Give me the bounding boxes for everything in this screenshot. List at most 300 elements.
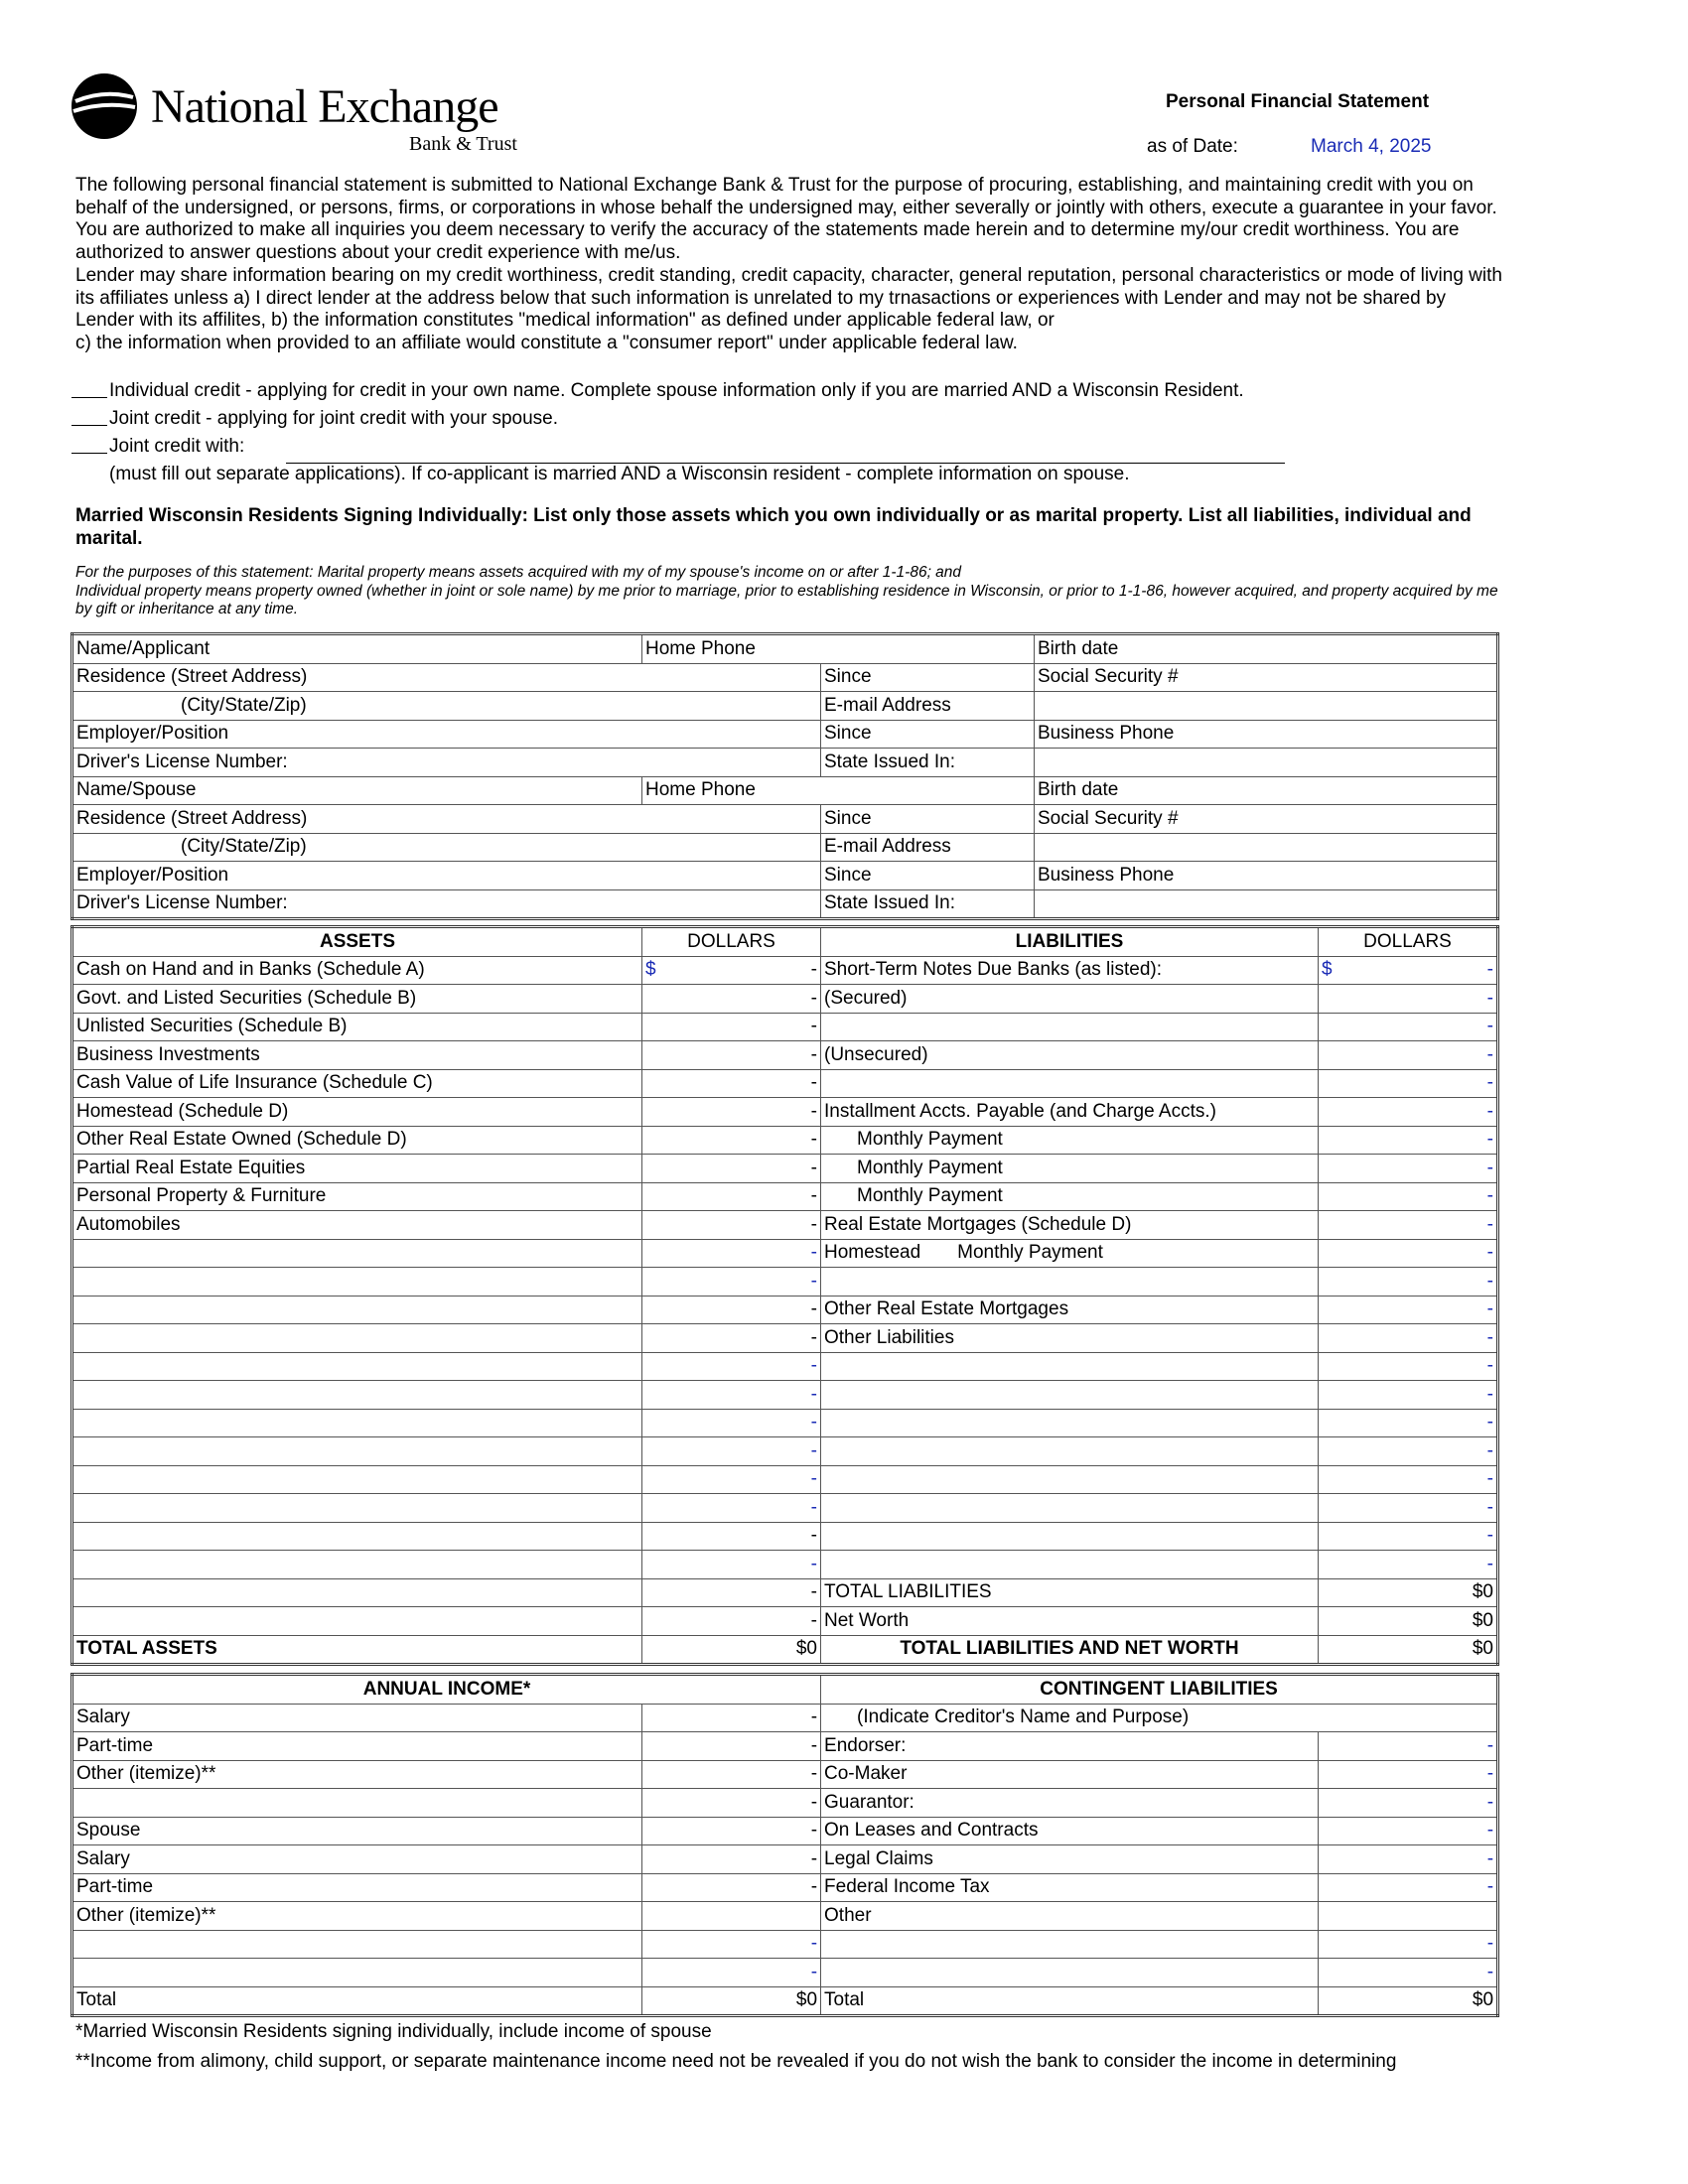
amount-wrapper	[645, 1384, 817, 1406]
contingent-label[interactable]: Other	[821, 1902, 1319, 1931]
joint-credit-option[interactable]	[71, 408, 558, 430]
spouse-business-phone-field[interactable]: Business Phone	[1035, 862, 1498, 890]
contingent-label[interactable]: Federal Income Tax	[821, 1873, 1319, 1902]
individual-credit-checkbox[interactable]	[71, 381, 107, 398]
table-row	[72, 749, 1498, 777]
asset-label[interactable]: Cash Value of Life Insurance (Schedule C)	[72, 1069, 642, 1098]
as-of-date-value[interactable]: March 4, 2025	[1311, 136, 1432, 157]
liability-label[interactable]: Net Worth	[821, 1607, 1319, 1636]
amount-wrapper	[1322, 1214, 1493, 1236]
liability-amount-field[interactable]	[1319, 985, 1498, 1014]
asset-amount-field[interactable]	[642, 1069, 821, 1098]
intro-paragraph-2: Lender may share information bearing on my credit worthiness, credit standing, credit capacity, character, general reputation, personal characteristics or mode of living with its affiliates unless a) I direct lender at the address below that such information is unrelated to my trnasactions or experiences with Lender and may not be shared by Lender with its affilites, b) the information constitutes "medical information" as defined under applicable federal law, or	[75, 264, 1502, 332]
currency-symbol: $	[645, 959, 656, 981]
income-label[interactable]	[72, 1959, 642, 1987]
liability-label[interactable]	[821, 1494, 1319, 1523]
liability-amount-field[interactable]	[1319, 1069, 1498, 1098]
table-row	[72, 692, 1498, 721]
amount-value: -	[810, 1043, 817, 1065]
asset-label[interactable]: Personal Property & Furniture	[72, 1182, 642, 1211]
liability-label[interactable]	[821, 1551, 1319, 1579]
amount-wrapper	[1322, 1101, 1493, 1123]
liability-amount-field[interactable]	[1319, 1182, 1498, 1211]
individual-credit-option[interactable]	[71, 380, 1244, 402]
amount-wrapper	[645, 1440, 817, 1462]
amount-value: -	[1486, 1355, 1493, 1377]
asset-label[interactable]	[72, 1239, 642, 1268]
asset-label[interactable]	[72, 1551, 642, 1579]
table-row	[72, 1873, 1498, 1902]
asset-label[interactable]	[72, 1465, 642, 1494]
asset-amount-field[interactable]	[642, 1409, 821, 1437]
liability-amount-field[interactable]	[1319, 1324, 1498, 1353]
liability-label[interactable]	[821, 1465, 1319, 1494]
asset-amount-field[interactable]	[642, 1239, 821, 1268]
table-row	[72, 1098, 1498, 1127]
amount-value: -	[1486, 1157, 1493, 1178]
footnote-spouse-income: *Married Wisconsin Residents signing individually, include income of spouse	[75, 2021, 712, 2042]
amount-value: -	[1486, 1820, 1494, 1842]
liability-label[interactable]: Short-Term Notes Due Banks (as listed):	[821, 956, 1319, 985]
liability-label[interactable]	[821, 1409, 1319, 1437]
table-row	[72, 1789, 1498, 1818]
state-issued-field[interactable]: State Issued In:	[821, 749, 1035, 777]
amount-value: -	[1486, 1496, 1493, 1518]
bank-logo	[70, 71, 546, 161]
asset-label[interactable]	[72, 1268, 642, 1297]
birth-date-field[interactable]: Birth date	[1035, 634, 1498, 664]
income-total-value: $0	[642, 1986, 821, 2016]
liability-amount-field[interactable]	[1319, 1437, 1498, 1466]
amount-wrapper	[645, 1072, 817, 1094]
amount-wrapper	[1322, 1820, 1493, 1842]
amount-wrapper	[645, 1581, 817, 1603]
intro-paragraph-3: c) the information when provided to an affiliate would constitute a "consumer report" under applicable federal law.	[75, 332, 1018, 353]
amount-wrapper	[1322, 959, 1493, 981]
contingent-label[interactable]	[821, 1959, 1319, 1987]
contingent-label[interactable]	[821, 1930, 1319, 1959]
amount-wrapper	[645, 1497, 817, 1519]
asset-label[interactable]: Automobiles	[72, 1211, 642, 1240]
table-row	[72, 889, 1498, 919]
liability-amount-field[interactable]	[1319, 1268, 1498, 1297]
amount-wrapper	[645, 1044, 817, 1066]
amount-wrapper	[1322, 1298, 1493, 1320]
spouse-home-phone-field[interactable]: Home Phone	[642, 776, 1035, 805]
amount-wrapper	[1322, 1016, 1493, 1037]
asset-label[interactable]: Govt. and Listed Securities (Schedule B)	[72, 985, 642, 1014]
liability-amount-field[interactable]	[1319, 1126, 1498, 1155]
liability-amount-field[interactable]	[1319, 1155, 1498, 1183]
asset-amount-field[interactable]	[642, 1013, 821, 1041]
asset-label[interactable]	[72, 1409, 642, 1437]
table-row	[72, 1041, 1498, 1070]
amount-wrapper	[1322, 1440, 1493, 1462]
amount-value: -	[810, 1706, 818, 1728]
spouse-employer-since-field[interactable]: Since	[821, 862, 1035, 890]
asset-label[interactable]: Cash on Hand and in Banks (Schedule A)	[72, 956, 642, 985]
amount-wrapper	[645, 1933, 817, 1955]
marital-def-line-2: Individual property means property owned (whether in joint or sole name) by me prior to marriage, prior to establishing residence in Wisconsin, or prior to 1-1-86, however acquired, and property acquired by me by gift or inheritance at any time.	[75, 582, 1498, 617]
employer-since-field[interactable]: Since	[821, 720, 1035, 749]
income-label[interactable]: Spouse	[72, 1817, 642, 1845]
asset-label[interactable]: Other Real Estate Owned (Schedule D)	[72, 1126, 642, 1155]
amount-value: -	[810, 1242, 817, 1264]
contingent-amount-field[interactable]	[1319, 1845, 1498, 1874]
contingent-label[interactable]: On Leases and Contracts	[821, 1817, 1319, 1845]
asset-label[interactable]: Partial Real Estate Equities	[72, 1155, 642, 1183]
income-label[interactable]: Part-time	[72, 1732, 642, 1761]
amount-value: -	[810, 1468, 817, 1490]
liability-label[interactable]	[821, 1013, 1319, 1041]
table-row	[72, 1182, 1498, 1211]
footnote-alimony: **Income from alimony, child support, or separate maintenance income need not be revealed if you do not wish the bank to consider the income in determining	[75, 2051, 1397, 2072]
income-label[interactable]	[72, 1930, 642, 1959]
as-of-date-label: as of Date:	[1147, 136, 1238, 157]
state-issued-value-field[interactable]	[1035, 749, 1498, 777]
table-row	[72, 1551, 1498, 1579]
liability-amount-field[interactable]	[1319, 1013, 1498, 1041]
spouse-email-value-field[interactable]	[1035, 833, 1498, 862]
assets-dollars-header: DOLLARS	[642, 927, 821, 957]
amount-value: -	[810, 1876, 818, 1898]
joint-credit-with-label: Joint credit with:	[109, 436, 245, 457]
personal-info-table	[70, 632, 1499, 920]
asset-amount-field[interactable]	[642, 1041, 821, 1070]
spouse-drivers-license-field[interactable]: Driver's License Number:	[72, 889, 821, 919]
liability-amount-field[interactable]	[1319, 1381, 1498, 1410]
amount-wrapper	[645, 1792, 817, 1814]
asset-amount-field[interactable]	[642, 1182, 821, 1211]
liabilities-header: LIABILITIES	[821, 927, 1319, 957]
amount-value: -	[1486, 1383, 1493, 1405]
liability-amount-field[interactable]	[1319, 1409, 1498, 1437]
liability-amount-field[interactable]	[1319, 1239, 1498, 1268]
asset-amount-field[interactable]	[642, 1324, 821, 1353]
liability-label[interactable]: Homestead Monthly Payment	[821, 1239, 1319, 1268]
amount-wrapper	[1322, 1044, 1493, 1066]
asset-amount-field[interactable]	[642, 1211, 821, 1240]
marital-property-definition	[75, 564, 1515, 619]
spouse-residence-field[interactable]: Residence (Street Address)	[72, 805, 821, 834]
table-row	[72, 1845, 1498, 1874]
amount-value: -	[810, 1525, 817, 1547]
email-field[interactable]: E-mail Address	[821, 692, 1035, 721]
asset-label[interactable]	[72, 1296, 642, 1324]
liability-amount-field[interactable]	[1319, 1551, 1498, 1579]
spouse-since-field[interactable]: Since	[821, 805, 1035, 834]
liability-amount-field[interactable]	[1319, 1465, 1498, 1494]
asset-amount-field[interactable]	[642, 1437, 821, 1466]
amount-wrapper	[1322, 1525, 1493, 1547]
joint-credit-checkbox[interactable]	[71, 409, 107, 426]
income-amount-field[interactable]	[642, 1959, 821, 1987]
asset-amount-field[interactable]	[642, 1522, 821, 1551]
amount-wrapper	[645, 1735, 817, 1757]
amount-wrapper	[645, 1962, 817, 1983]
amount-value: -	[1486, 1961, 1494, 1982]
separate-applications-note: (must fill out separate applications). If co-applicant is married AND a Wisconsin resident - complete information on spouse.	[109, 464, 1130, 484]
asset-label[interactable]: Business Investments	[72, 1041, 642, 1070]
contingent-total-label: Total	[821, 1986, 1319, 2016]
table-row	[72, 1013, 1498, 1041]
amount-wrapper	[1322, 1355, 1493, 1377]
asset-label[interactable]	[72, 1324, 642, 1353]
amount-value: -	[810, 1129, 817, 1151]
income-contingent-table	[70, 1673, 1499, 2017]
asset-amount-field[interactable]	[642, 1607, 821, 1636]
amount-value: -	[810, 1820, 818, 1842]
asset-label[interactable]	[72, 1352, 642, 1381]
contingent-label[interactable]: Co-Maker	[821, 1760, 1319, 1789]
amount-wrapper	[645, 1129, 817, 1151]
table-header-row	[72, 1675, 1498, 1705]
spouse-birth-date-field[interactable]: Birth date	[1035, 776, 1498, 805]
liability-label[interactable]	[821, 1522, 1319, 1551]
contingent-label[interactable]: Legal Claims	[821, 1845, 1319, 1874]
income-label[interactable]: Salary	[72, 1845, 642, 1874]
city-state-zip-field[interactable]: (City/State/Zip)	[72, 692, 821, 721]
contingent-amount-field[interactable]	[1319, 1959, 1498, 1987]
table-row	[72, 1959, 1498, 1987]
asset-amount-field[interactable]	[642, 1352, 821, 1381]
amount-value: -	[810, 1326, 817, 1348]
liability-amount-field[interactable]	[1319, 1494, 1498, 1523]
name-spouse-field[interactable]: Name/Spouse	[72, 776, 642, 805]
spouse-state-issued-value-field[interactable]	[1035, 889, 1498, 919]
liability-amount-field[interactable]	[1319, 1041, 1498, 1070]
amount-wrapper	[1322, 1876, 1493, 1898]
spouse-ssn-field[interactable]: Social Security #	[1035, 805, 1498, 834]
email-value-field[interactable]	[1035, 692, 1498, 721]
table-row	[72, 776, 1498, 805]
asset-amount-field[interactable]	[642, 1155, 821, 1183]
spouse-employer-field[interactable]: Employer/Position	[72, 862, 821, 890]
ssn-field[interactable]: Social Security #	[1035, 663, 1498, 692]
joint-credit-with-option[interactable]	[71, 436, 244, 458]
amount-value: -	[810, 1412, 817, 1433]
table-row	[72, 805, 1498, 834]
income-amount-field[interactable]	[642, 1760, 821, 1789]
contingent-amount-field[interactable]	[1319, 1817, 1498, 1845]
liability-amount-field[interactable]	[1319, 956, 1498, 985]
intro-paragraph-1: The following personal financial statement is submitted to National Exchange Bank & Trust for the purpose of procuring, establishing, and maintaining credit with you on behalf of the undersigned, or persons, firms, or corporations in whose behalf the undersigned may, either severally or jointly with others, execute a guarantee in your favor. You are authorized to make all inquiries you deem necessary to verify the accuracy of the statements made herein and to determine my/our credit worthiness. You are authorized to answer questions about your credit experience with me/us.	[75, 175, 1497, 264]
amount-value: -	[810, 1734, 818, 1756]
asset-amount-field[interactable]	[642, 956, 821, 985]
amount-wrapper	[1322, 1735, 1493, 1757]
amount-value: -	[810, 1100, 817, 1122]
income-amount-field[interactable]	[642, 1873, 821, 1902]
table-row	[72, 1069, 1498, 1098]
amount-value: -	[810, 1213, 817, 1235]
liability-label[interactable]: Monthly Payment	[821, 1182, 1319, 1211]
asset-label[interactable]	[72, 1437, 642, 1466]
name-applicant-field[interactable]: Name/Applicant	[72, 634, 642, 664]
asset-label[interactable]	[72, 1522, 642, 1551]
asset-label[interactable]	[72, 1578, 642, 1607]
amount-wrapper	[1322, 1497, 1493, 1519]
liability-label[interactable]: TOTAL LIABILITIES	[821, 1578, 1319, 1607]
amount-wrapper	[645, 1327, 817, 1349]
asset-amount-field[interactable]	[642, 1098, 821, 1127]
asset-label[interactable]	[72, 1494, 642, 1523]
liability-label[interactable]: Installment Accts. Payable (and Charge Accts.)	[821, 1098, 1319, 1127]
business-phone-field[interactable]: Business Phone	[1035, 720, 1498, 749]
table-row	[72, 720, 1498, 749]
contingent-amount-field[interactable]	[1319, 1902, 1498, 1931]
asset-label[interactable]	[72, 1381, 642, 1410]
income-label[interactable]: Part-time	[72, 1873, 642, 1902]
amount-value: -	[1486, 1439, 1493, 1461]
liability-amount-field[interactable]	[1319, 1352, 1498, 1381]
since-field[interactable]: Since	[821, 663, 1035, 692]
amount-value: -	[810, 1496, 817, 1518]
liability-amount-field[interactable]	[1319, 1098, 1498, 1127]
amount-wrapper	[645, 1554, 817, 1575]
contingent-label[interactable]: Endorser:	[821, 1732, 1319, 1761]
asset-amount-field[interactable]	[642, 1381, 821, 1410]
amount-value: -	[810, 1016, 817, 1037]
liability-label[interactable]: (Secured)	[821, 985, 1319, 1014]
residence-field[interactable]: Residence (Street Address)	[72, 663, 821, 692]
amount-wrapper	[1322, 1468, 1493, 1490]
liability-label[interactable]	[821, 1381, 1319, 1410]
asset-amount-field[interactable]	[642, 1578, 821, 1607]
amount-wrapper	[1322, 1242, 1493, 1264]
amount-value: -	[1486, 1072, 1493, 1094]
table-row	[72, 1268, 1498, 1297]
logo-subtitle: Bank & Trust	[409, 133, 517, 155]
table-row	[72, 663, 1498, 692]
asset-amount-field[interactable]	[642, 1494, 821, 1523]
table-row	[72, 1578, 1498, 1607]
amount-value: -	[810, 1763, 818, 1785]
amount-wrapper	[645, 1412, 817, 1433]
amount-wrapper	[1322, 1848, 1493, 1870]
amount-value: -	[1486, 1016, 1493, 1037]
income-amount-field[interactable]	[642, 1817, 821, 1845]
income-label[interactable]: Other (itemize)**	[72, 1760, 642, 1789]
amount-wrapper	[645, 1298, 817, 1320]
income-amount-field[interactable]	[642, 1930, 821, 1959]
amount-wrapper	[645, 1610, 817, 1632]
income-label[interactable]: Salary	[72, 1704, 642, 1732]
marital-def-line-1: For the purposes of this statement: Marital property means assets acquired with my of my spouse's income on or after 1-1-86; and	[75, 564, 962, 581]
liability-label[interactable]	[821, 1352, 1319, 1381]
employer-field[interactable]: Employer/Position	[72, 720, 821, 749]
spouse-state-issued-field[interactable]: State Issued In:	[821, 889, 1035, 919]
contingent-amount-field[interactable]	[1319, 1873, 1498, 1902]
amount-value: -	[1486, 1326, 1493, 1348]
income-amount-field[interactable]	[642, 1704, 821, 1732]
asset-label[interactable]	[72, 1607, 642, 1636]
contingent-amount-field[interactable]	[1319, 1760, 1498, 1789]
asset-label[interactable]: Homestead (Schedule D)	[72, 1098, 642, 1127]
amount-value: -	[810, 1553, 817, 1574]
asset-amount-field[interactable]	[642, 1126, 821, 1155]
home-phone-field[interactable]: Home Phone	[642, 634, 1035, 664]
table-row	[72, 1704, 1498, 1732]
table-row	[72, 634, 1498, 664]
amount-value: -	[810, 1298, 817, 1320]
amount-wrapper	[645, 1101, 817, 1123]
married-residents-note: Married Wisconsin Residents Signing Individually: List only those assets which you own individually or as marital property. List all liabilities, individual and marital.	[75, 505, 1472, 549]
annual-income-header: ANNUAL INCOME*	[72, 1675, 821, 1705]
amount-value: -	[810, 1933, 818, 1955]
amount-wrapper	[645, 988, 817, 1010]
spouse-city-state-zip-field[interactable]: (City/State/Zip)	[72, 833, 821, 862]
amount-value: -	[810, 1270, 817, 1292]
liability-label[interactable]: Real Estate Mortgages (Schedule D)	[821, 1211, 1319, 1240]
income-amount-field[interactable]	[642, 1845, 821, 1874]
liability-label[interactable]: Other Real Estate Mortgages	[821, 1296, 1319, 1324]
amount-wrapper	[645, 1763, 817, 1785]
amount-value: -	[1486, 1876, 1494, 1898]
spouse-email-field[interactable]: E-mail Address	[821, 833, 1035, 862]
income-amount-field[interactable]	[642, 1732, 821, 1761]
liability-amount-field[interactable]	[1319, 1522, 1498, 1551]
table-row	[72, 833, 1498, 862]
liability-label[interactable]: Monthly Payment	[821, 1126, 1319, 1155]
liability-amount-field[interactable]	[1319, 1211, 1498, 1240]
liability-amount-field[interactable]	[1319, 1296, 1498, 1324]
liability-label[interactable]: Monthly Payment	[821, 1155, 1319, 1183]
table-row	[72, 1465, 1498, 1494]
liability-label[interactable]	[821, 1437, 1319, 1466]
table-row	[72, 1817, 1498, 1845]
contingent-amount-field[interactable]	[1319, 1930, 1498, 1959]
amount-wrapper	[1322, 1933, 1493, 1955]
table-row	[72, 1126, 1498, 1155]
liability-label[interactable]	[821, 1268, 1319, 1297]
total-liabilities-net-worth-value: $0	[1319, 1635, 1498, 1665]
income-label[interactable]	[72, 1789, 642, 1818]
amount-wrapper	[1322, 1962, 1493, 1983]
income-amount-field[interactable]	[642, 1902, 821, 1931]
amount-wrapper	[645, 1355, 817, 1377]
drivers-license-field[interactable]: Driver's License Number:	[72, 749, 821, 777]
liability-label[interactable]: Other Liabilities	[821, 1324, 1319, 1353]
joint-credit-with-checkbox[interactable]	[71, 437, 107, 454]
asset-amount-field[interactable]	[642, 1268, 821, 1297]
asset-label[interactable]: Unlisted Securities (Schedule B)	[72, 1013, 642, 1041]
contingent-label[interactable]: Guarantor:	[821, 1789, 1319, 1818]
income-label[interactable]: Other (itemize)**	[72, 1902, 642, 1931]
liability-label[interactable]	[821, 1069, 1319, 1098]
asset-amount-field[interactable]	[642, 1551, 821, 1579]
amount-value: -	[810, 1609, 817, 1631]
asset-amount-field[interactable]	[642, 1296, 821, 1324]
income-amount-field[interactable]	[642, 1789, 821, 1818]
amount-value: -	[810, 1847, 818, 1869]
asset-amount-field[interactable]	[642, 1465, 821, 1494]
amount-wrapper	[1322, 1072, 1493, 1094]
contingent-amount-field[interactable]	[1319, 1789, 1498, 1818]
amount-wrapper	[1322, 1129, 1493, 1151]
table-row	[72, 1211, 1498, 1240]
amount-value: -	[1486, 1043, 1493, 1065]
intro-text	[75, 175, 1505, 355]
liability-label[interactable]: (Unsecured)	[821, 1041, 1319, 1070]
amount-value: -	[810, 1791, 818, 1813]
amount-wrapper	[645, 1158, 817, 1179]
amount-wrapper	[1322, 988, 1493, 1010]
amount-wrapper	[1322, 1271, 1493, 1293]
contingent-amount-field[interactable]	[1319, 1732, 1498, 1761]
amount-wrapper	[1322, 1327, 1493, 1349]
asset-amount-field[interactable]	[642, 985, 821, 1014]
table-row	[72, 1732, 1498, 1761]
